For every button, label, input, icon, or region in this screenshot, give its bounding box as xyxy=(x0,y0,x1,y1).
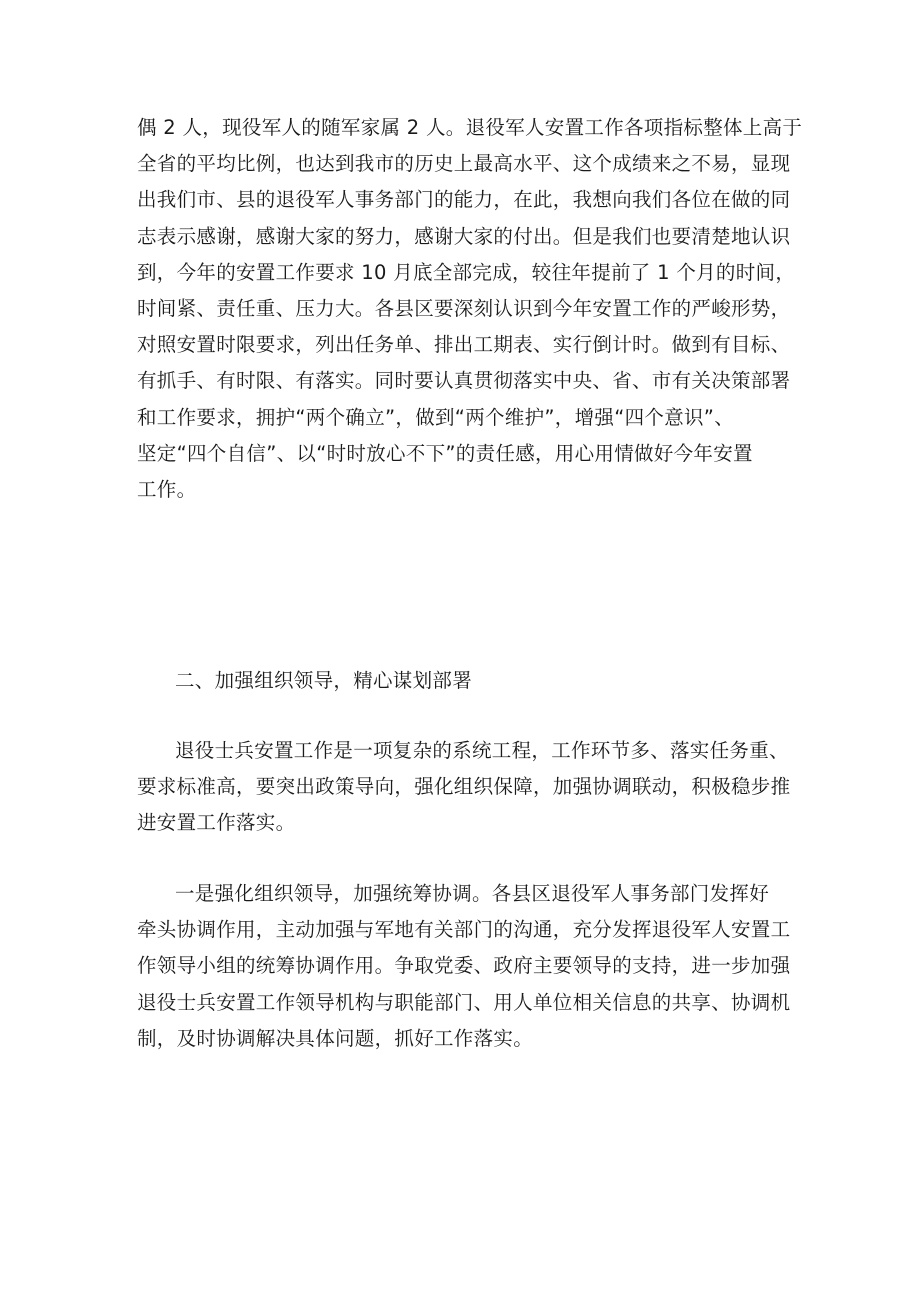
paragraph-intro xyxy=(137,733,797,842)
text-line: 和工作要求，拥护“两个确立”，做到“两个维护”，增强“四个意识”、 xyxy=(137,405,735,429)
paragraph-continued xyxy=(137,110,803,508)
text-line: 要求标准高，要突出政策导向，强化组织保障，加强协调联动，积极稳步推 xyxy=(137,775,791,799)
heading-line xyxy=(137,663,797,699)
text-line: 牵头协调作用，主动加强与军地有关部门的沟通，充分发挥退役军人安置工 xyxy=(137,918,791,942)
text-line: 退役士兵安置工作领导机构与职能部门、用人单位相关信息的共享、协调机 xyxy=(137,990,791,1014)
text-line: 工作。 xyxy=(137,478,197,502)
text-line: 有抓手、有时限、有落实。同时要认真贯彻落实中央、省、市有关决策部署 xyxy=(137,369,791,393)
text-line: 出我们市、县的退役军人事务部门的能力，在此，我想向我们各位在做的同 xyxy=(137,188,791,212)
text-line: 一是强化组织领导，加强统筹协调。各县区退役军人事务部门发挥好 xyxy=(175,882,770,905)
text-line: 进安置工作落实。 xyxy=(137,811,296,835)
text-line: 到，今年的安置工作要求 10 月底全部完成，较往年提前了 1 个月的时间， xyxy=(137,260,796,284)
heading-text: 二、加强组织领导，精心谋划部署 xyxy=(175,669,473,692)
text-line: 制，及时协调解决具体问题，抓好工作落实。 xyxy=(137,1026,534,1050)
text-line-first xyxy=(137,876,797,912)
section-heading xyxy=(137,663,797,699)
paragraph-point-one xyxy=(137,876,797,1057)
text-line: 全省的平均比例，也达到我市的历史上最高水平、这个成绩来之不易，显现 xyxy=(137,152,791,176)
text-line: 偶 2 人，现役军人的随军家属 2 人。退役军人安置工作各项指标整体上高于 xyxy=(137,116,803,139)
text-line: 作领导小组的统筹协调作用。争取党委、政府主要领导的支持，进一步加强 xyxy=(137,954,791,978)
text-line: 坚定“四个自信”、以“时时放心不下”的责任感，用心用情做好今年安置 xyxy=(137,441,753,465)
text-line: 对照安置时限要求，列出任务单、排出工期表、实行倒计时。做到有目标、 xyxy=(137,333,791,357)
text-line: 时间紧、责任重、压力大。各县区要深刻认识到今年安置工作的严峻形势， xyxy=(137,297,791,321)
text-line: 退役士兵安置工作是一项复杂的系统工程，工作环节多、落实任务重、 xyxy=(175,739,789,762)
text-line-first xyxy=(137,733,797,769)
text-line: 志表示感谢，感谢大家的努力，感谢大家的付出。但是我们也要清楚地认识 xyxy=(137,224,791,248)
